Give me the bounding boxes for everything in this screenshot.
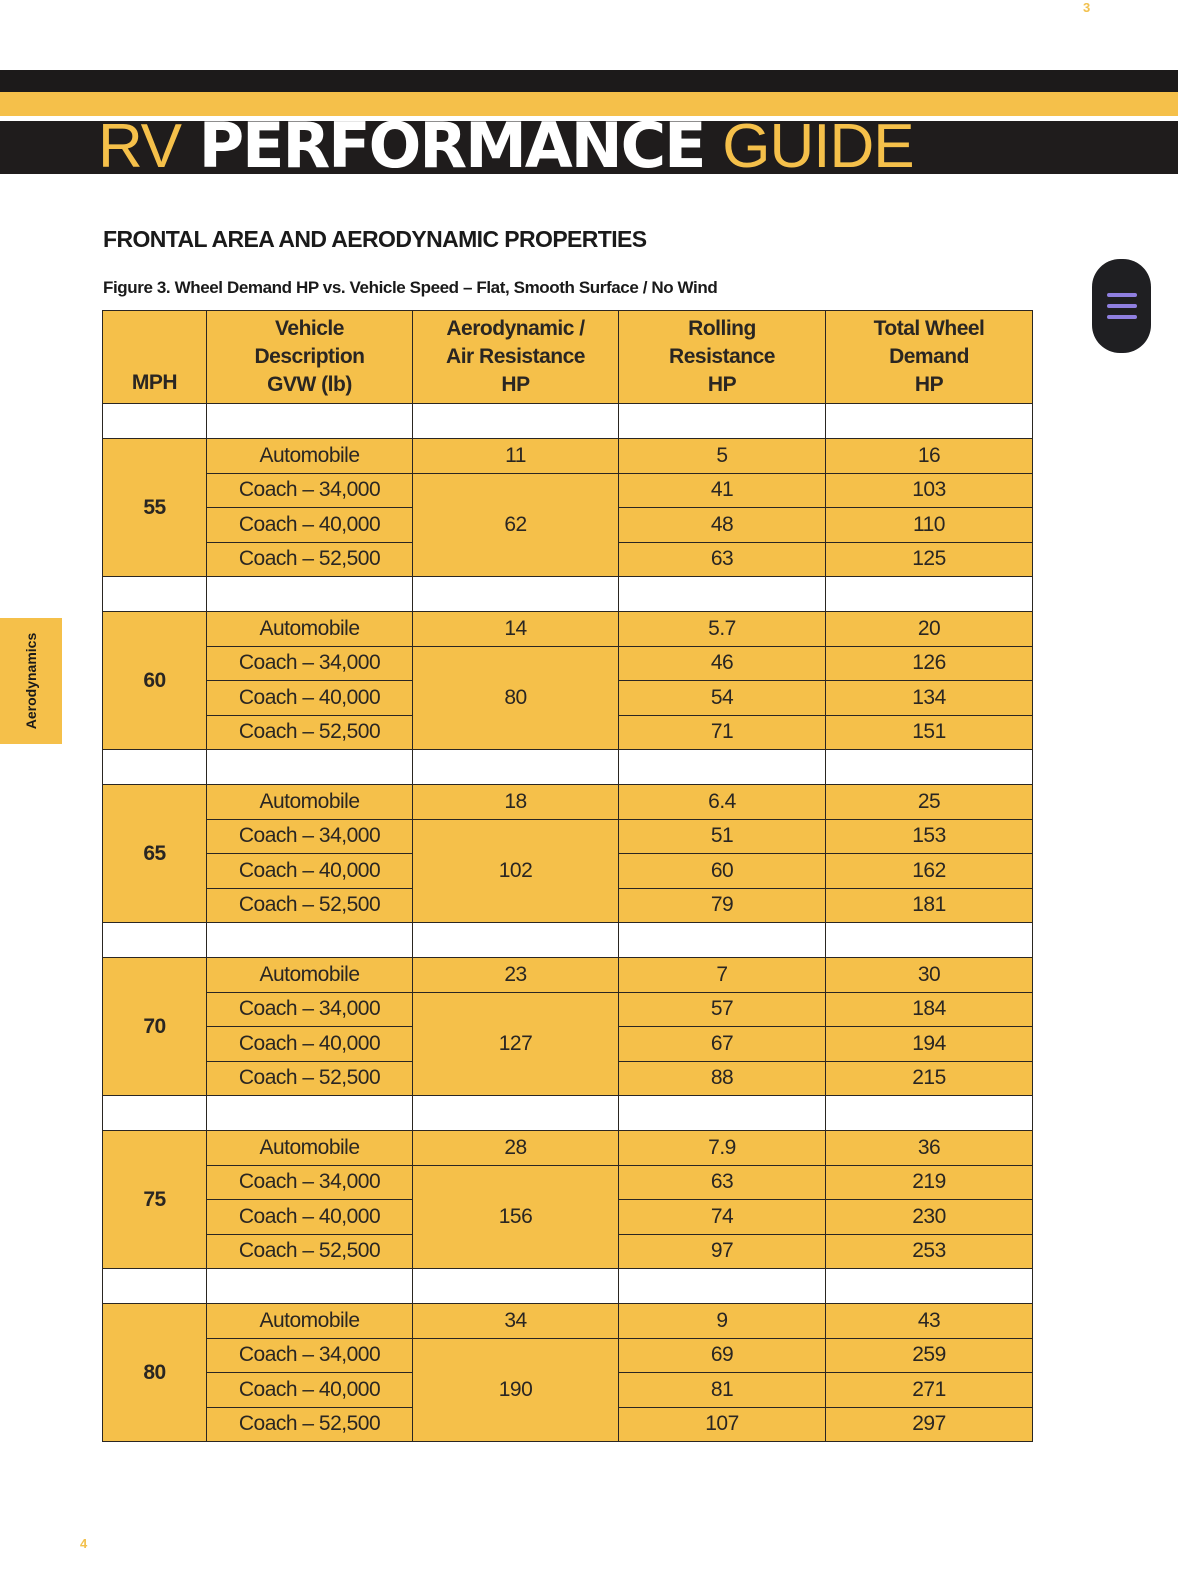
total-wheel-demand-cell: 43 xyxy=(826,1304,1033,1339)
total-wheel-demand-cell: 259 xyxy=(826,1338,1033,1373)
hamburger-menu-icon xyxy=(1107,293,1137,319)
total-wheel-demand-cell: 184 xyxy=(826,992,1033,1027)
rolling-resistance-cell: 107 xyxy=(619,1407,826,1442)
rolling-resistance-cell: 69 xyxy=(619,1338,826,1373)
table-row xyxy=(103,1131,1033,1166)
table-row xyxy=(103,1338,1033,1373)
header-line: Vehicle xyxy=(275,317,344,340)
spacer-cell xyxy=(826,1269,1033,1304)
header-line: HP xyxy=(914,373,944,396)
aero-hp-cell: 62 xyxy=(413,473,619,577)
total-wheel-demand-cell: 25 xyxy=(826,785,1033,820)
spacer-cell xyxy=(619,1269,826,1304)
total-wheel-demand-cell: 297 xyxy=(826,1407,1033,1442)
total-wheel-demand-cell: 194 xyxy=(826,1027,1033,1062)
vehicle-description-cell: Coach – 40,000 xyxy=(207,1027,413,1062)
vehicle-description-cell: Coach – 52,500 xyxy=(207,542,413,577)
spacer-row xyxy=(103,1096,1033,1131)
spacer-row xyxy=(103,577,1033,612)
aero-hp-cell: 156 xyxy=(413,1165,619,1269)
total-wheel-demand-cell: 230 xyxy=(826,1200,1033,1235)
vehicle-description-cell: Coach – 52,500 xyxy=(207,1061,413,1096)
aero-hp-cell: 34 xyxy=(413,1304,619,1339)
menu-button[interactable] xyxy=(1092,259,1151,353)
vehicle-description-cell: Automobile xyxy=(207,1304,413,1339)
spacer-cell xyxy=(619,923,826,958)
header-line: HP xyxy=(707,373,737,396)
table-row xyxy=(103,958,1033,993)
header-line: Demand xyxy=(889,345,969,368)
mph-cell: 70 xyxy=(103,958,207,1096)
aero-hp-cell: 102 xyxy=(413,819,619,923)
header-band-black xyxy=(0,70,1178,92)
bottom-page-number: 4 xyxy=(80,1536,88,1551)
spacer-cell xyxy=(619,404,826,439)
total-wheel-demand-cell: 36 xyxy=(826,1131,1033,1166)
spacer-cell xyxy=(207,577,413,612)
spacer-cell xyxy=(103,923,207,958)
total-wheel-demand-cell: 126 xyxy=(826,646,1033,681)
header-line: Air Resistance xyxy=(446,345,585,368)
vehicle-description-cell: Coach – 34,000 xyxy=(207,819,413,854)
total-wheel-demand-cell: 162 xyxy=(826,854,1033,889)
rolling-resistance-cell: 54 xyxy=(619,681,826,716)
side-tab-aerodynamics[interactable] xyxy=(0,618,62,744)
spacer-cell xyxy=(103,577,207,612)
total-wheel-demand-cell: 153 xyxy=(826,819,1033,854)
vehicle-description-cell: Coach – 52,500 xyxy=(207,1407,413,1442)
vehicle-description-cell: Automobile xyxy=(207,1131,413,1166)
vehicle-description-cell: Coach – 34,000 xyxy=(207,1338,413,1373)
banner-performance: PERFORMANCE xyxy=(198,109,705,182)
table-row xyxy=(103,646,1033,681)
total-wheel-demand-cell: 151 xyxy=(826,715,1033,750)
rolling-resistance-cell: 7 xyxy=(619,958,826,993)
mph-cell: 75 xyxy=(103,1131,207,1269)
table-row xyxy=(103,612,1033,647)
side-tab-label: Aerodynamics xyxy=(23,632,40,730)
total-wheel-demand-cell: 253 xyxy=(826,1234,1033,1269)
vehicle-description-cell: Coach – 40,000 xyxy=(207,1200,413,1235)
vehicle-description-cell: Automobile xyxy=(207,958,413,993)
spacer-cell xyxy=(103,1269,207,1304)
rolling-resistance-cell: 48 xyxy=(619,508,826,543)
rolling-resistance-cell: 67 xyxy=(619,1027,826,1062)
spacer-cell xyxy=(619,1096,826,1131)
vehicle-description-cell: Automobile xyxy=(207,785,413,820)
rolling-resistance-cell: 9 xyxy=(619,1304,826,1339)
spacer-cell xyxy=(103,1096,207,1131)
total-wheel-demand-cell: 103 xyxy=(826,473,1033,508)
table-row xyxy=(103,819,1033,854)
rolling-resistance-cell: 60 xyxy=(619,854,826,889)
header-line: Description xyxy=(254,345,365,368)
total-wheel-demand-cell: 215 xyxy=(826,1061,1033,1096)
total-wheel-demand-cell: 271 xyxy=(826,1373,1033,1408)
vehicle-description-cell: Coach – 40,000 xyxy=(207,508,413,543)
spacer-cell xyxy=(103,750,207,785)
rolling-resistance-cell: 57 xyxy=(619,992,826,1027)
aero-hp-cell: 127 xyxy=(413,992,619,1096)
mph-cell: 60 xyxy=(103,612,207,750)
spacer-cell xyxy=(413,923,619,958)
total-wheel-demand-cell: 30 xyxy=(826,958,1033,993)
total-wheel-demand-cell: 219 xyxy=(826,1165,1033,1200)
table-row xyxy=(103,1165,1033,1200)
rolling-resistance-cell: 6.4 xyxy=(619,785,826,820)
spacer-row xyxy=(103,1269,1033,1304)
banner-guide: GUIDE xyxy=(722,112,914,181)
mph-cell: 80 xyxy=(103,1304,207,1442)
spacer-cell xyxy=(207,404,413,439)
header-mph: MPH xyxy=(103,311,207,404)
vehicle-description-cell: Coach – 52,500 xyxy=(207,715,413,750)
header-total-wheel-demand xyxy=(826,311,1033,404)
aero-hp-cell: 80 xyxy=(413,646,619,750)
vehicle-description-cell: Automobile xyxy=(207,612,413,647)
mph-cell: 55 xyxy=(103,439,207,577)
spacer-row xyxy=(103,404,1033,439)
spacer-cell xyxy=(413,577,619,612)
vehicle-description-cell: Coach – 40,000 xyxy=(207,854,413,889)
spacer-cell xyxy=(826,1096,1033,1131)
table-row xyxy=(103,473,1033,508)
table-row xyxy=(103,439,1033,474)
total-wheel-demand-cell: 181 xyxy=(826,888,1033,923)
spacer-cell xyxy=(826,577,1033,612)
table-header-row xyxy=(103,311,1033,404)
spacer-cell xyxy=(413,404,619,439)
total-wheel-demand-cell: 110 xyxy=(826,508,1033,543)
total-wheel-demand-cell: 20 xyxy=(826,612,1033,647)
header-line: HP xyxy=(501,373,530,396)
spacer-cell xyxy=(413,750,619,785)
spacer-cell xyxy=(207,750,413,785)
rolling-resistance-cell: 97 xyxy=(619,1234,826,1269)
banner-rv: RV xyxy=(98,112,182,181)
spacer-cell xyxy=(619,750,826,785)
table-row xyxy=(103,785,1033,820)
rolling-resistance-cell: 5.7 xyxy=(619,612,826,647)
table-row xyxy=(103,1304,1033,1339)
rolling-resistance-cell: 5 xyxy=(619,439,826,474)
header-line: GVW (lb) xyxy=(267,373,352,396)
rolling-resistance-cell: 41 xyxy=(619,473,826,508)
spacer-cell xyxy=(619,577,826,612)
performance-table xyxy=(102,310,1033,1442)
table-row xyxy=(103,992,1033,1027)
total-wheel-demand-cell: 134 xyxy=(826,681,1033,716)
total-wheel-demand-cell: 125 xyxy=(826,542,1033,577)
rolling-resistance-cell: 71 xyxy=(619,715,826,750)
spacer-cell xyxy=(207,1096,413,1131)
spacer-cell xyxy=(207,1269,413,1304)
vehicle-description-cell: Coach – 34,000 xyxy=(207,473,413,508)
section-heading: FRONTAL AREA AND AERODYNAMIC PROPERTIES xyxy=(103,226,647,252)
spacer-cell xyxy=(207,923,413,958)
spacer-cell xyxy=(103,404,207,439)
rolling-resistance-cell: 88 xyxy=(619,1061,826,1096)
total-wheel-demand-cell: 16 xyxy=(826,439,1033,474)
spacer-row xyxy=(103,923,1033,958)
spacer-cell xyxy=(826,404,1033,439)
top-page-number: 3 xyxy=(1083,0,1091,15)
aero-hp-cell: 18 xyxy=(413,785,619,820)
aero-hp-cell: 11 xyxy=(413,439,619,474)
rolling-resistance-cell: 7.9 xyxy=(619,1131,826,1166)
rolling-resistance-cell: 46 xyxy=(619,646,826,681)
mph-cell: 65 xyxy=(103,785,207,923)
vehicle-description-cell: Coach – 40,000 xyxy=(207,681,413,716)
spacer-cell xyxy=(413,1096,619,1131)
rolling-resistance-cell: 51 xyxy=(619,819,826,854)
vehicle-description-cell: Coach – 34,000 xyxy=(207,646,413,681)
vehicle-description-cell: Coach – 34,000 xyxy=(207,992,413,1027)
header-aerodynamic xyxy=(413,311,619,404)
aero-hp-cell: 190 xyxy=(413,1338,619,1442)
aero-hp-cell: 14 xyxy=(413,612,619,647)
rolling-resistance-cell: 79 xyxy=(619,888,826,923)
vehicle-description-cell: Coach – 52,500 xyxy=(207,888,413,923)
spacer-cell xyxy=(826,923,1033,958)
aero-hp-cell: 23 xyxy=(413,958,619,993)
vehicle-description-cell: Coach – 34,000 xyxy=(207,1165,413,1200)
header-line: Resistance xyxy=(669,345,775,368)
banner-title xyxy=(98,109,914,182)
rolling-resistance-cell: 63 xyxy=(619,1165,826,1200)
spacer-row xyxy=(103,750,1033,785)
header-vehicle-description xyxy=(207,311,413,404)
spacer-cell xyxy=(826,750,1033,785)
vehicle-description-cell: Automobile xyxy=(207,439,413,474)
rolling-resistance-cell: 63 xyxy=(619,542,826,577)
header-line: Rolling xyxy=(688,317,756,340)
figure-caption: Figure 3. Wheel Demand HP vs. Vehicle Speed – Flat, Smooth Surface / No Wind xyxy=(103,278,718,297)
spacer-cell xyxy=(413,1269,619,1304)
header-rolling-resistance xyxy=(619,311,826,404)
header-line: Total Wheel xyxy=(873,317,985,340)
header-line: Aerodynamic / xyxy=(446,317,585,340)
aero-hp-cell: 28 xyxy=(413,1131,619,1166)
rolling-resistance-cell: 81 xyxy=(619,1373,826,1408)
rolling-resistance-cell: 74 xyxy=(619,1200,826,1235)
vehicle-description-cell: Coach – 52,500 xyxy=(207,1234,413,1269)
vehicle-description-cell: Coach – 40,000 xyxy=(207,1373,413,1408)
